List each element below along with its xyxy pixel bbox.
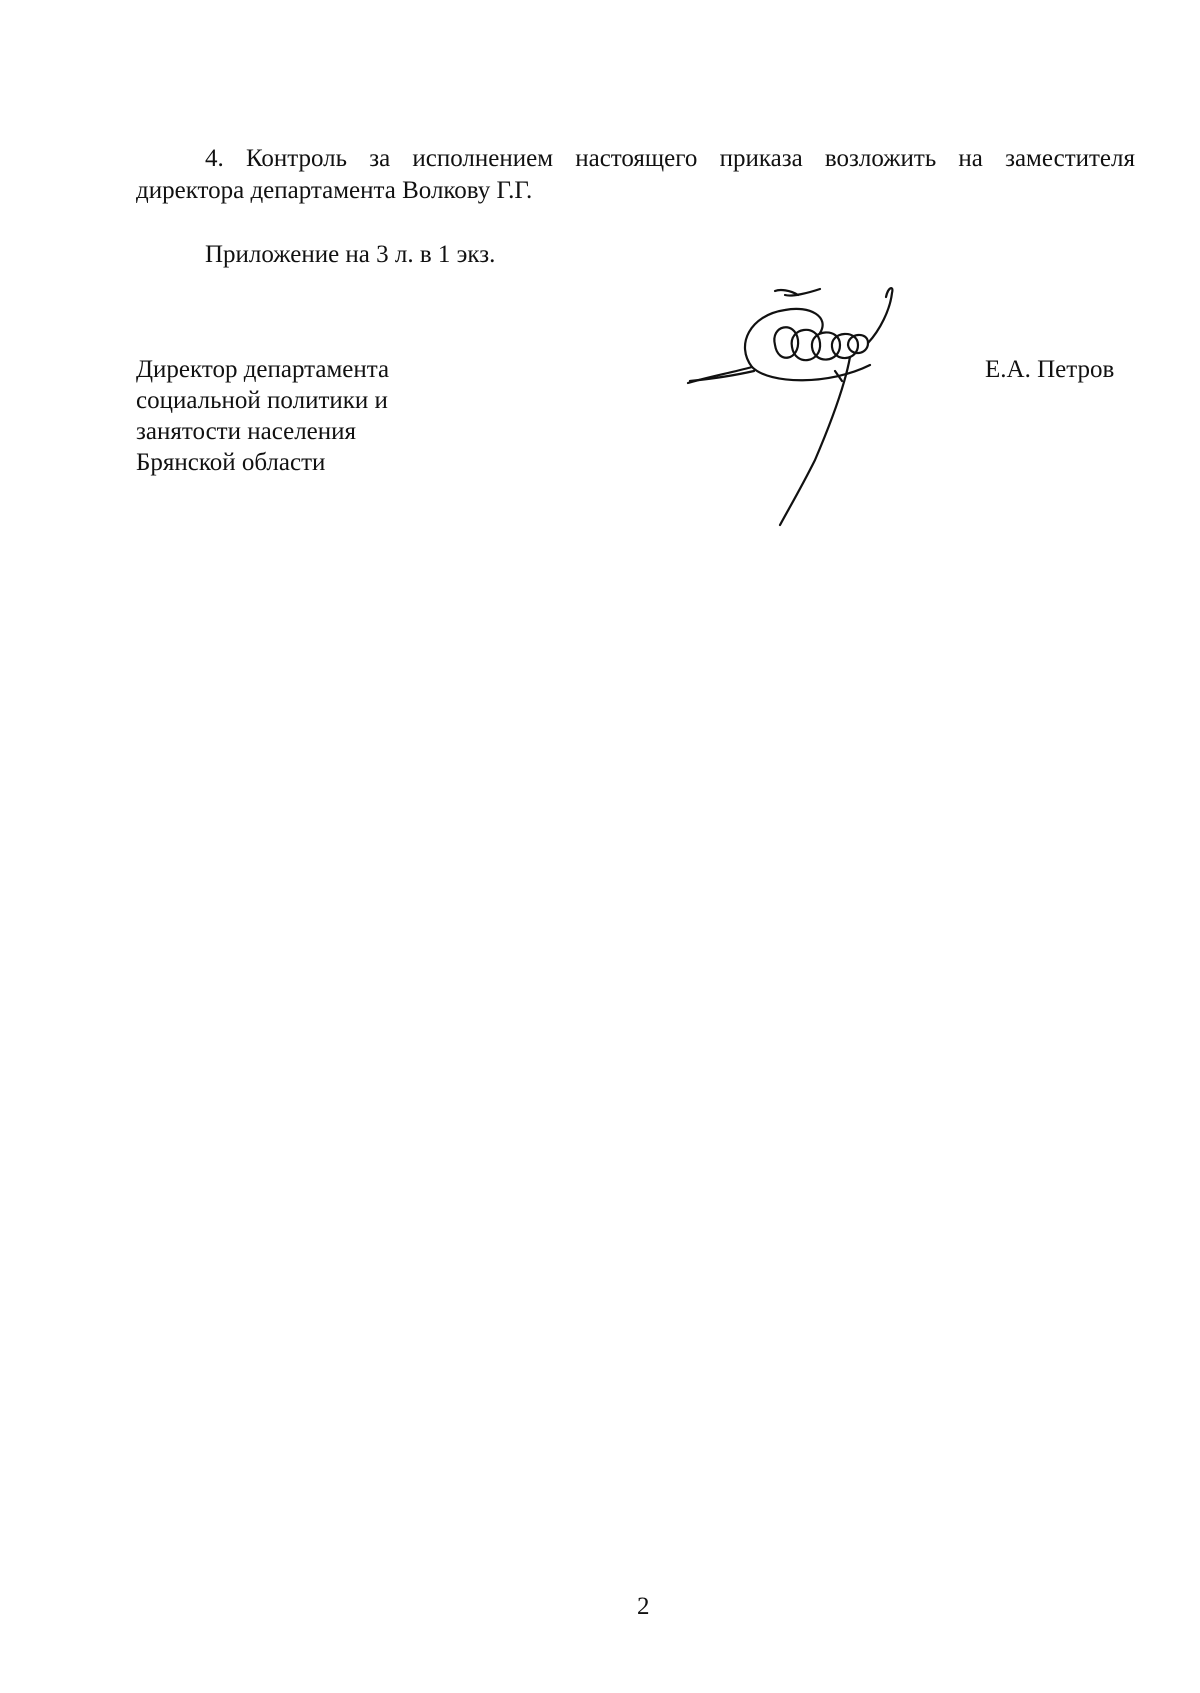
page-number: 2 bbox=[637, 1593, 650, 1620]
signatory-title-line: занятости населения bbox=[136, 418, 357, 445]
signatory-title-line: Брянской области bbox=[136, 449, 326, 476]
attachment-note: Приложение на 3 л. в 1 экз. bbox=[205, 241, 496, 268]
paragraph-4-line-2: директора департамента Волкову Г.Г. bbox=[136, 177, 533, 204]
signatory-title-line: социальной политики и bbox=[136, 387, 388, 414]
signatory-name: Е.А. Петров bbox=[985, 356, 1115, 383]
signatory-title-line: Директор департамента bbox=[136, 356, 390, 383]
paragraph-4-line-1: 4. Контроль за исполнением настоящего приказа возложить на заместителя bbox=[205, 145, 1135, 172]
handwritten-signature bbox=[680, 285, 960, 530]
